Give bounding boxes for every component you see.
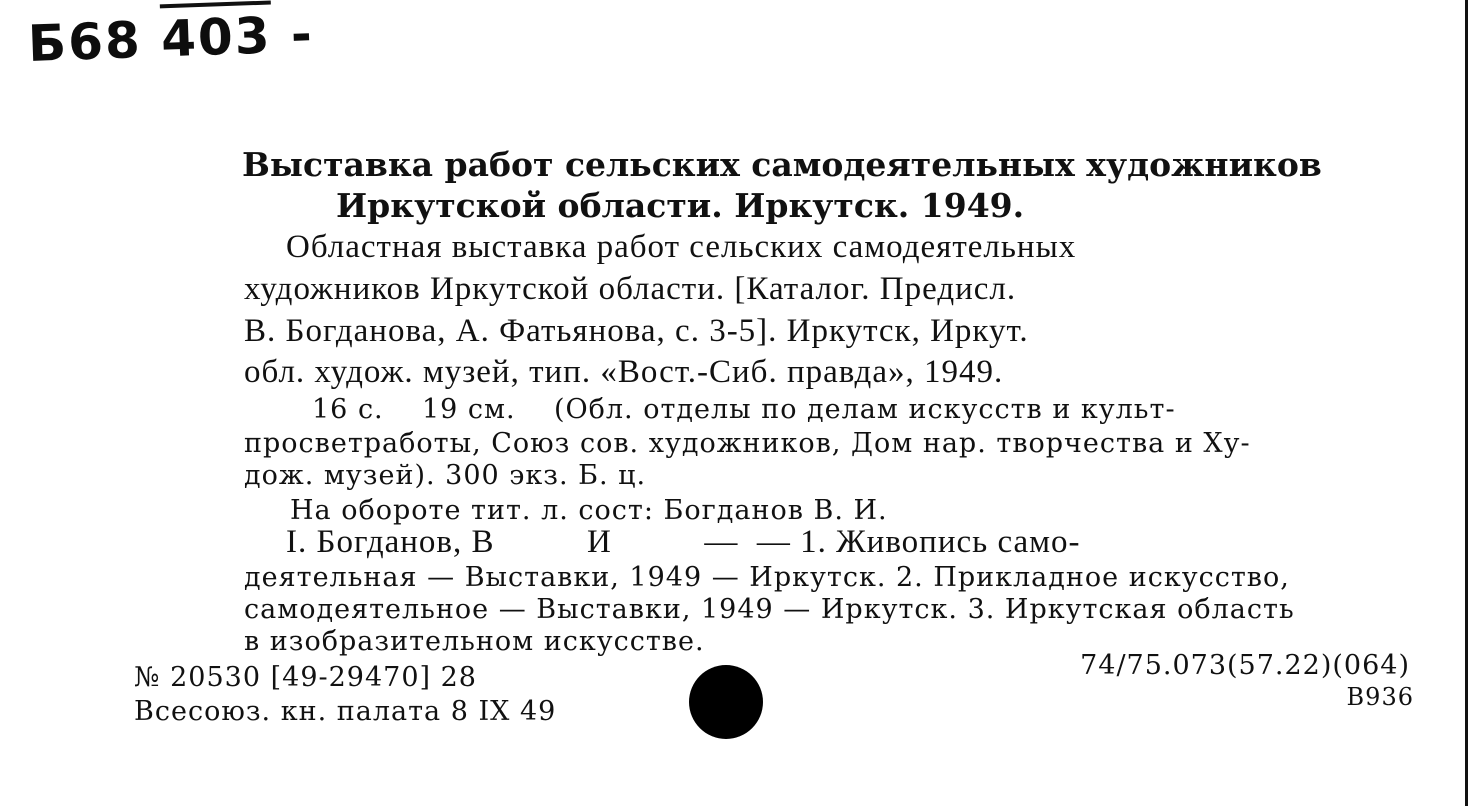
body-line-1: Областная выставка работ сельских самодеятельных <box>286 229 1077 265</box>
body-line-3: В. Богданова, А. Фатьянова, с. 3-5]. Иркутск, Иркут. <box>244 313 1029 349</box>
body-line-4: обл. худож. музей, тип. «Вост.-Сиб. правда», 1949. <box>244 354 1004 390</box>
card-edge-line <box>1465 0 1468 806</box>
handwritten-dash: - <box>289 5 315 64</box>
physical-line-1: 16 с. 19 см. (Обл. отделы по делам искусств и культ- <box>312 394 1176 425</box>
card-number: № 20530 [49-29470] 28 <box>134 662 477 693</box>
title-line-2: Иркутской области. Иркутск. 1949. <box>336 186 1025 225</box>
physical-line-3: дож. музей). 300 экз. Б. ц. <box>244 460 647 491</box>
punch-hole <box>689 665 763 739</box>
title-line-1: Выставка работ сельских самодеятельных художников <box>242 145 1322 184</box>
book-chamber-date: Всесоюз. кн. палата 8 IX 49 <box>134 696 557 727</box>
handwritten-number: 403 <box>160 1 273 69</box>
compiler-note: На обороте тит. л. сост: Богданов В. И. <box>290 495 888 526</box>
classification-index: 74/75.073(57.22)(064) <box>1080 650 1410 681</box>
handwritten-shelfmark <box>27 5 315 73</box>
handwritten-code: Б68 <box>27 11 143 73</box>
body-line-2: художников Иркутской области. [Каталог. Предисл. <box>244 271 1017 307</box>
subject-line-3: самодеятельное — Выставки, 1949 — Иркутск. 3. Иркутская область <box>244 594 1295 625</box>
subject-line-1: I. Богданов, В И — — 1. Живопись само- <box>286 524 1081 560</box>
physical-line-2: просветработы, Союз сов. художников, Дом нар. творчества и Ху- <box>244 428 1251 459</box>
subject-line-2: деятельная — Выставки, 1949 — Иркутск. 2. Прикладное искусство, <box>244 562 1290 593</box>
subject-line-4: в изобразительном искусстве. <box>244 626 705 657</box>
author-code: В936 <box>1346 683 1414 711</box>
